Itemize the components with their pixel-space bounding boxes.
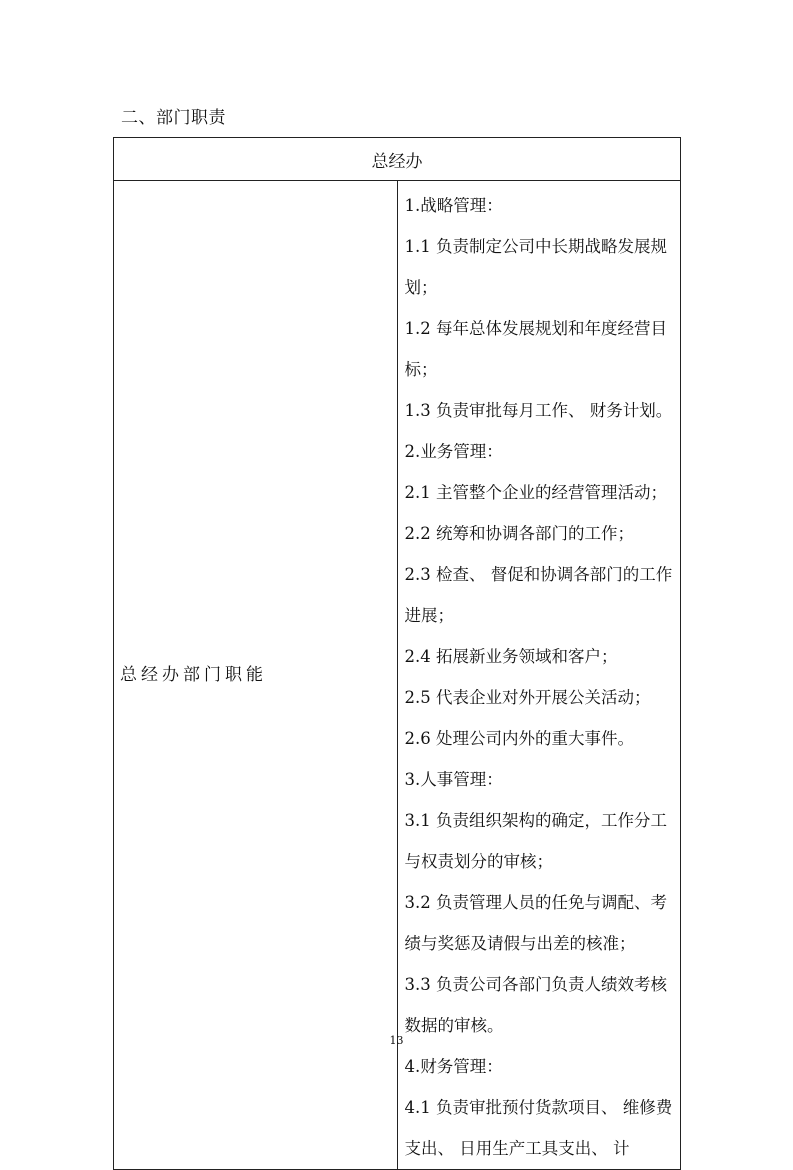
duty-item: 2.5 代表企业对外开展公关活动； [404,688,651,707]
duty-item: 3.3 负责公司各部门负责人绩效考核数据的审核。 [404,975,667,1035]
duty-list [398,181,681,1169]
table-header: 总经办 [114,138,681,181]
page-number: 13 [389,1034,404,1047]
duty-item: 1.1 负责制定公司中长期战略发展规划； [404,237,667,297]
duty-item: 4.1 负责审批预付货款项目、 维修费支出、 日用生产工具支出、 计 [404,1098,673,1158]
duty-item: 1.战略管理： [404,196,503,215]
duty-item: 1.3 负责审批每月工作、 财务计划。 [404,401,673,420]
duty-item: 2.2 统筹和协调各部门的工作； [404,524,634,543]
duty-item: 3.人事管理： [404,770,503,789]
duty-item: 2.业务管理： [404,442,503,461]
department-label: 总经办部门职能 [120,664,267,685]
duty-item: 1.2 每年总体发展规划和年度经营目标； [404,319,667,379]
duty-item: 4.财务管理： [404,1057,503,1076]
section-heading: 二、部门职责 [121,108,226,128]
duty-item: 3.2 负责管理人员的任免与调配、考绩与奖惩及请假与出差的核准； [404,893,667,953]
duty-item: 3.1 负责组织架构的确定，工作分工与权责划分的审核； [404,811,667,871]
duty-item: 2.6 处理公司内外的重大事件。 [404,729,634,748]
table-body-row [114,181,681,1170]
department-duty-table [113,137,681,1170]
duties-cell [397,181,681,1170]
department-cell [114,181,398,1170]
table-header-row [114,138,681,181]
duty-item: 2.1 主管整个企业的经营管理活动； [404,483,667,502]
duty-item: 2.3 检查、 督促和协调各部门的工作进展； [404,565,673,625]
duty-item: 2.4 拓展新业务领域和客户； [404,647,618,666]
